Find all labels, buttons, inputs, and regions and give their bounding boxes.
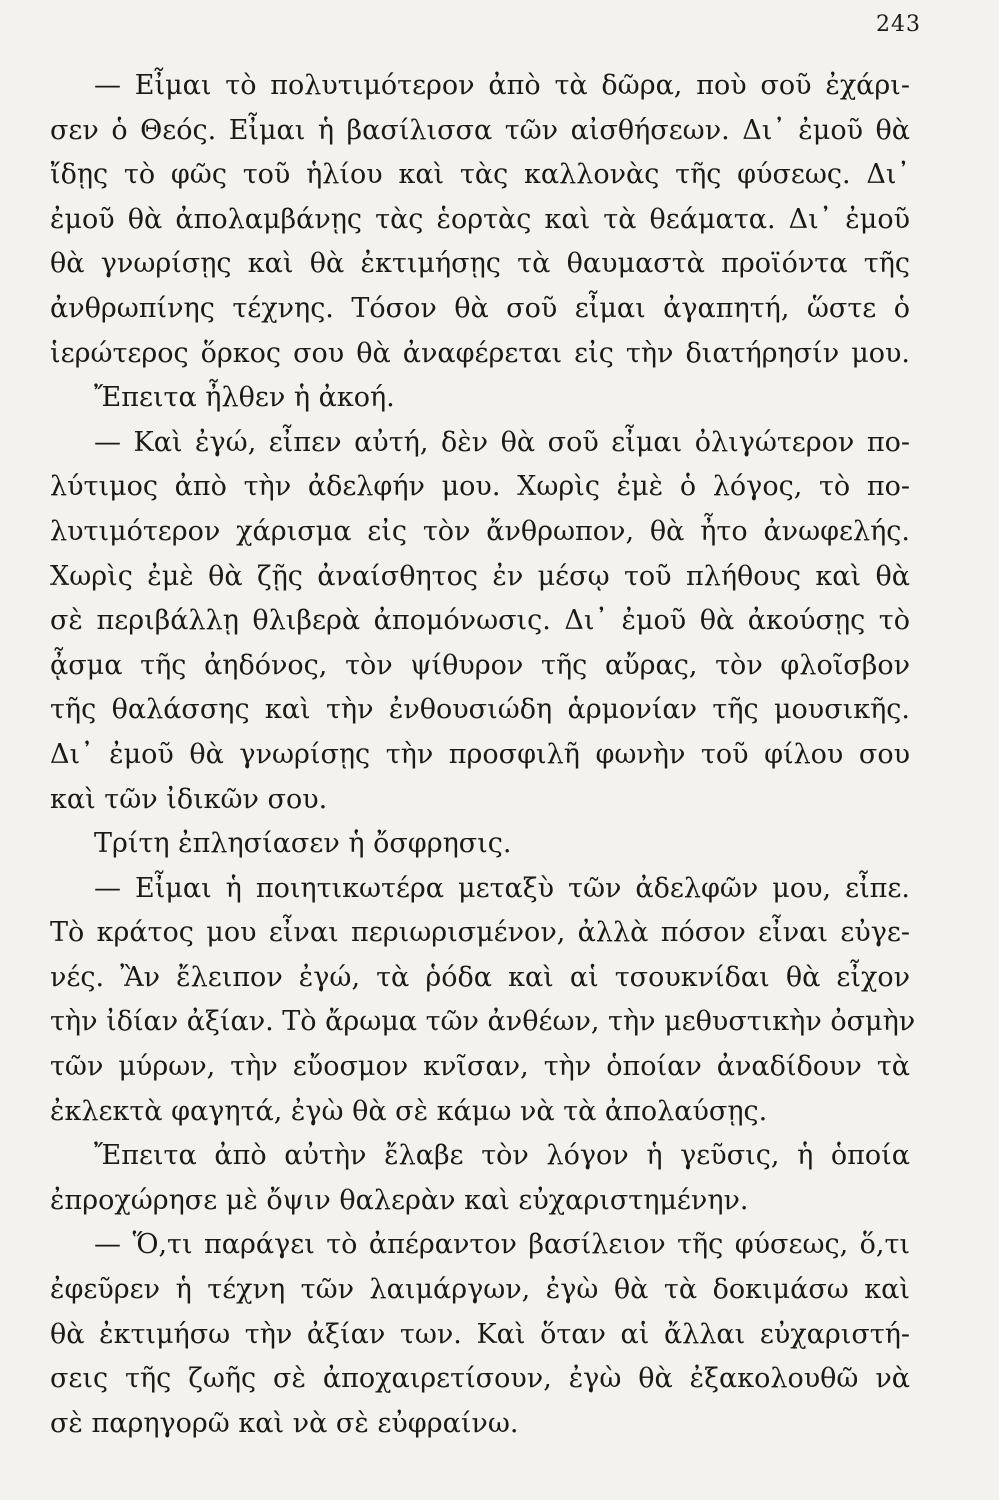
text-line: σεις τῆς ζωῆς σὲ ἀποχαιρετίσουν, ἐγὼ θὰ ἐξακολουθῶ νὰ <box>50 1363 910 1395</box>
text-line: θὰ ἐκτιμήσω τὴν ἀξίαν των. Καὶ ὅταν αἱ ἄλλαι εὐχαριστή- <box>50 1318 910 1350</box>
text-line: ἱερώτερος ὅρκος σου θὰ ἀναφέρεται εἰς τὴν διατήρησίν μου. <box>50 337 910 369</box>
text-line: ἴδῃς τὸ φῶς τοῦ ἡλίου καὶ τὰς καλλονὰς τῆς φύσεως. Δι᾽ <box>50 159 910 191</box>
text-line: σὲ περιβάλλῃ θλιβερὰ ἀπομόνωσις. Δι᾽ ἐμοῦ θὰ ἀκούσῃς τὸ <box>50 605 910 637</box>
text-line: — Ὅ,τι παράγει τὸ ἀπέραντον βασίλειον τῆς φύσεως, ὅ,τι <box>94 1229 910 1261</box>
text-line: — Εἶμαι τὸ πολυτιμότερον ἀπὸ τὰ δῶρα, ποὺ σοῦ ἐχάρι- <box>94 70 910 101</box>
text-line: θὰ γνωρίσῃς καὶ θὰ ἐκτιμήσῃς τὰ θαυμαστὰ προϊόντα τῆς <box>50 248 910 280</box>
text-line: ἐπροχώρησε μὲ ὄψιν θαλερὰν καὶ εὐχαριστημένην. <box>50 1184 749 1216</box>
text-line: λυτιμότερον χάρισμα εἰς τὸν ἄνθρωπον, θὰ ἦτο ἀνωφελής. <box>50 515 910 547</box>
text-line: Τὸ κράτος μου εἶναι περιωρισμένον, ἀλλὰ πόσον εἶναι εὐγε- <box>50 917 910 949</box>
text-line: τὴν ἰδίαν ἀξίαν. Τὸ ἄρωμα τῶν ἀνθέων, τὴν μεθυστικὴν ὀσμὴν <box>50 1006 916 1038</box>
text-line: σεν ὁ Θεός. Εἶμαι ἡ βασίλισσα τῶν αἰσθήσεων. Δι᾽ ἐμοῦ θὰ <box>50 114 910 146</box>
text-line: τῶν μύρων, τὴν εὔοσμον κνῖσαν, τὴν ὁποίαν ἀναδίδουν τὰ <box>50 1051 910 1083</box>
text-line: ἐφεῦρεν ἡ τέχνη τῶν λαιμάργων, ἐγὼ θὰ τὰ δοκιμάσω καὶ <box>50 1274 910 1306</box>
text-line: ἀνθρωπίνης τέχνης. Τόσον θὰ σοῦ εἶμαι ἀγαπητή, ὥστε ὁ <box>50 292 910 324</box>
text-line: τῆς θαλάσσης καὶ τὴν ἐνθουσιώδη ἁρμονίαν τῆς μουσικῆς. <box>50 694 910 726</box>
text-line: Ἔπειτα ἀπὸ αὐτὴν ἔλαβε τὸν λόγον ἡ γεῦσις, ἡ ὁποία <box>94 1140 910 1172</box>
text-line: — Εἶμαι ἡ ποιητικωτέρα μεταξὺ τῶν ἀδελφῶν μου, εἶπε. <box>94 872 910 904</box>
text-line: ἐμοῦ θὰ ἀπολαμβάνῃς τὰς ἑορτὰς καὶ τὰ θεάματα. Δι᾽ ἐμοῦ <box>50 203 910 235</box>
text-line: — Καὶ ἐγώ, εἶπεν αὐτή, δὲν θὰ σοῦ εἶμαι ὀλιγώτερον πο- <box>94 426 910 458</box>
text-line: ἐκλεκτὰ φαγητά, ἐγὼ θὰ σὲ κάμω νὰ τὰ ἀπολαύσῃς. <box>50 1095 768 1127</box>
text-line: λύτιμος ἀπὸ τὴν ἀδελφήν μου. Χωρὶς ἐμὲ ὁ λόγος, τὸ πο- <box>50 471 910 503</box>
text-line: Ἔπειτα ἦλθεν ἡ ἀκοή. <box>94 382 395 414</box>
text-line: Δι᾽ ἐμοῦ θὰ γνωρίσῃς τὴν προσφιλῆ φωνὴν τοῦ φίλου σου <box>50 738 910 770</box>
body-text <box>50 64 916 1446</box>
text-line: Τρίτη ἐπλησίασεν ἡ ὄσφρησις. <box>94 828 512 860</box>
text-line: νές. Ἂν ἔλειπον ἐγώ, τὰ ῥόδα καὶ αἱ τσουκνίδαι θὰ εἶχον <box>50 961 910 993</box>
page-number: 243 <box>876 12 921 37</box>
text-line: καὶ τῶν ἰδικῶν σου. <box>50 783 328 815</box>
text-line: ᾆσμα τῆς ἀηδόνος, τὸν ψίθυρον τῆς αὔρας, τὸν φλοῖσβον <box>50 649 910 681</box>
text-line: σὲ παρηγορῶ καὶ νὰ σὲ εὐφραίνω. <box>50 1407 519 1439</box>
text-line: Χωρὶς ἐμὲ θὰ ζῇς ἀναίσθητος ἐν μέσῳ τοῦ πλήθους καὶ θὰ <box>50 560 910 592</box>
